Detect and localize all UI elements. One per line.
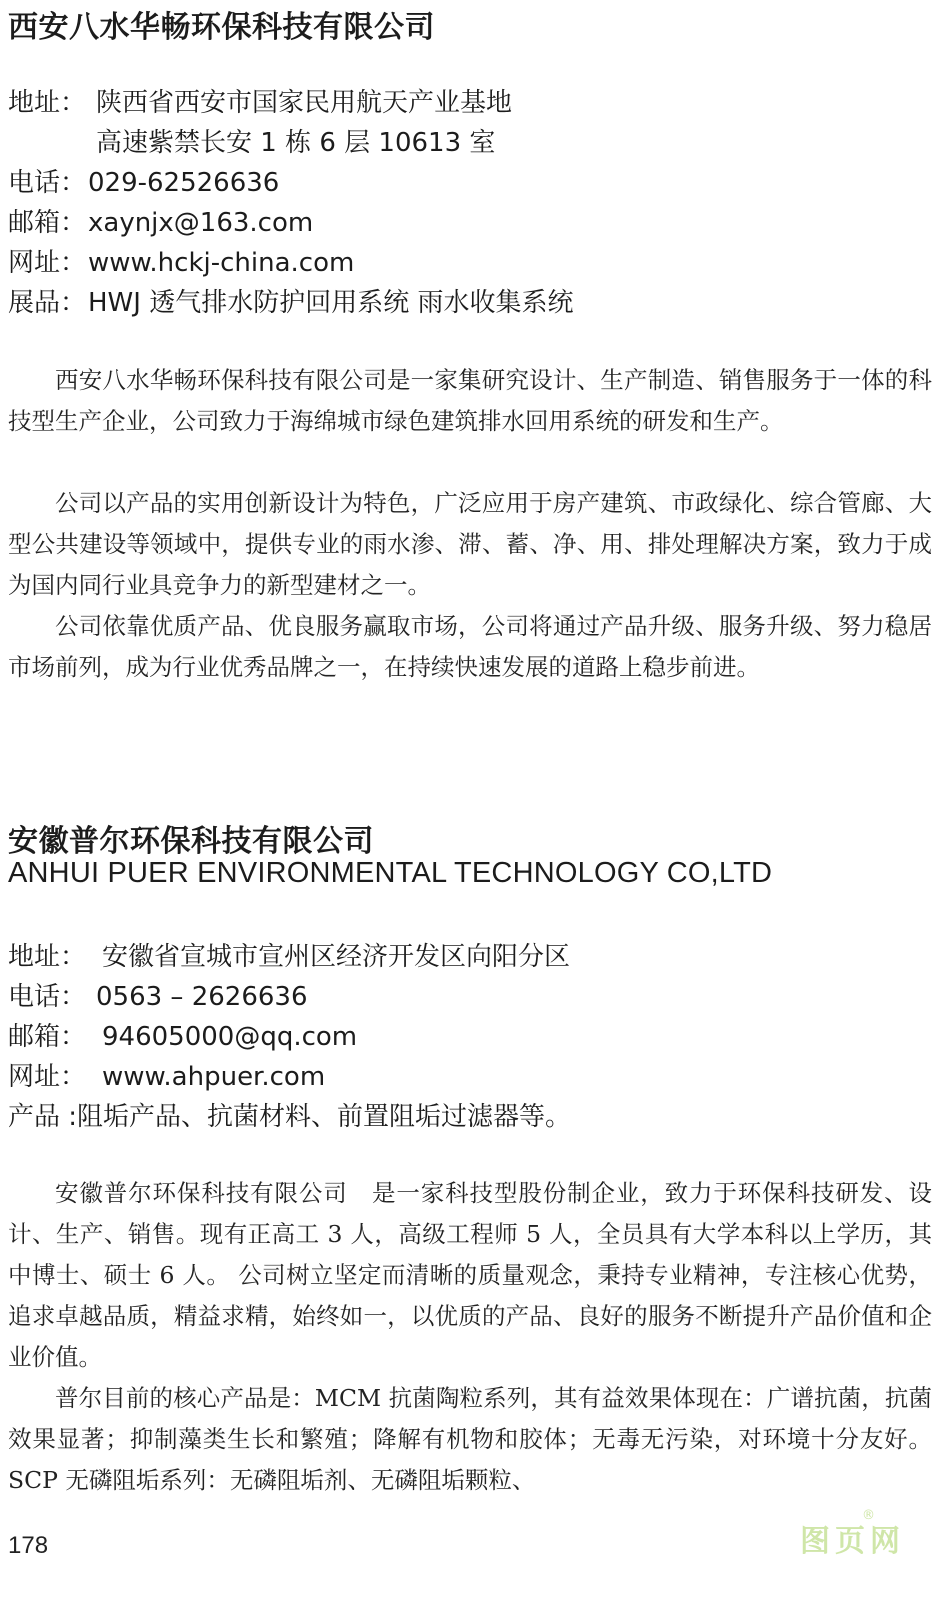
email-label: 邮箱： — [8, 208, 87, 238]
website-value: www.ahpuer.com — [102, 1062, 326, 1092]
company-2-address-row — [8, 940, 570, 974]
company-1-address-row-2 — [96, 126, 495, 160]
company-1-paragraph-2: 公司以产品的实用创新设计为特色，广泛应用于房产建筑、市政绿化、综合管廊、大型公共建设等领域中，提供专业的雨水渗、滞、蓄、净、用、排处理解决方案，致力于成为国内同行业具竞争力的新型建材之一。 — [8, 489, 932, 599]
website-value: www.hckj-china.com — [88, 248, 355, 278]
company-1-title: 西安八水华畅环保科技有限公司 — [8, 10, 435, 45]
phone-label: 电话： — [8, 168, 87, 198]
company-1-phone-row — [8, 166, 279, 200]
page-number: 178 — [8, 1532, 49, 1559]
email-value: 94605000@qq.com — [102, 1022, 358, 1052]
company-2-paragraph-1: 安徽普尔环保科技有限公司 是一家科技型股份制企业，致力于环保科技研发、设计、生产、销售。现有正高工 3 人，高级工程师 5 人，全员具有大学本科以上学历，其中博士、硕士 6 人。 公司树立坚定而清晰的质量观念，秉持专业精神，专注核心优势，追求卓越品质，精益求精，始终如一，以优质的产品、良好的服务不断提升产品价值和企业价值。 — [8, 1179, 932, 1371]
email-label: 邮箱： — [8, 1022, 87, 1052]
address-label: 地址： — [8, 88, 87, 118]
phone-label: 电话： — [8, 982, 87, 1012]
company-2-email-row — [8, 1020, 357, 1054]
company-2-paragraph-2: 普尔目前的核心产品是：MCM 抗菌陶粒系列，其有益效果体现在：广谱抗菌，抗菌效果显著；抑制藻类生长和繁殖；降解有机物和胶体；无毒无污染，对环境十分友好。SCP 无磷阻垢系列：无磷阻垢剂、无磷阻垢颗粒、 — [8, 1384, 932, 1494]
phone-value: 029-62526636 — [88, 168, 280, 198]
website-label: 网址： — [8, 248, 87, 278]
email-value: xaynjx@163.com — [88, 208, 314, 238]
website-label: 网址： — [8, 1062, 87, 1092]
company-2-title: 安徽普尔环保科技有限公司 — [8, 824, 374, 859]
company-1-email-row — [8, 206, 313, 240]
address-line-2: 高速紫禁长安 1 栋 6 层 10613 室 — [96, 128, 496, 158]
address-line-1: 陕西省西安市国家民用航天产业基地 — [96, 88, 513, 118]
products-label: 产品 : — [8, 1102, 78, 1132]
company-2-website-row — [8, 1060, 325, 1094]
products-value: 阻垢产品、抗菌材料、前置阻垢过滤器等。 — [77, 1102, 572, 1132]
address-value: 安徽省宣城市宣州区经济开发区向阳分区 — [102, 942, 571, 972]
address-label: 地址： — [8, 942, 87, 972]
registered-mark: ® — [862, 1508, 875, 1523]
company-1-exhibit-row — [8, 286, 573, 320]
phone-value: 0563 – 2626636 — [96, 982, 308, 1012]
company-1-website-row — [8, 246, 354, 280]
exhibit-value: HWJ 透气排水防护回用系统 雨水收集系统 — [88, 288, 574, 318]
company-2-title-en: ANHUI PUER ENVIRONMENTAL TECHNOLOGY CO,LTD — [8, 857, 773, 889]
company-1-address-row — [8, 86, 512, 120]
company-1-paragraph-1: 西安八水华畅环保科技有限公司是一家集研究设计、生产制造、销售服务于一体的科技型生产企业，公司致力于海绵城市绿色建筑排水回用系统的研发和生产。 — [8, 366, 932, 435]
company-2-phone-row — [8, 980, 308, 1014]
company-1-paragraph-3: 公司依靠优质产品、优良服务赢取市场，公司将通过产品升级、服务升级、努力稳居市场前列，成为行业优秀品牌之一，在持续快速发展的道路上稳步前进。 — [8, 612, 932, 681]
company-2-products-row — [8, 1100, 571, 1134]
watermark-logo: 图页网 — [800, 1524, 905, 1559]
exhibit-label: 展品： — [8, 288, 87, 318]
